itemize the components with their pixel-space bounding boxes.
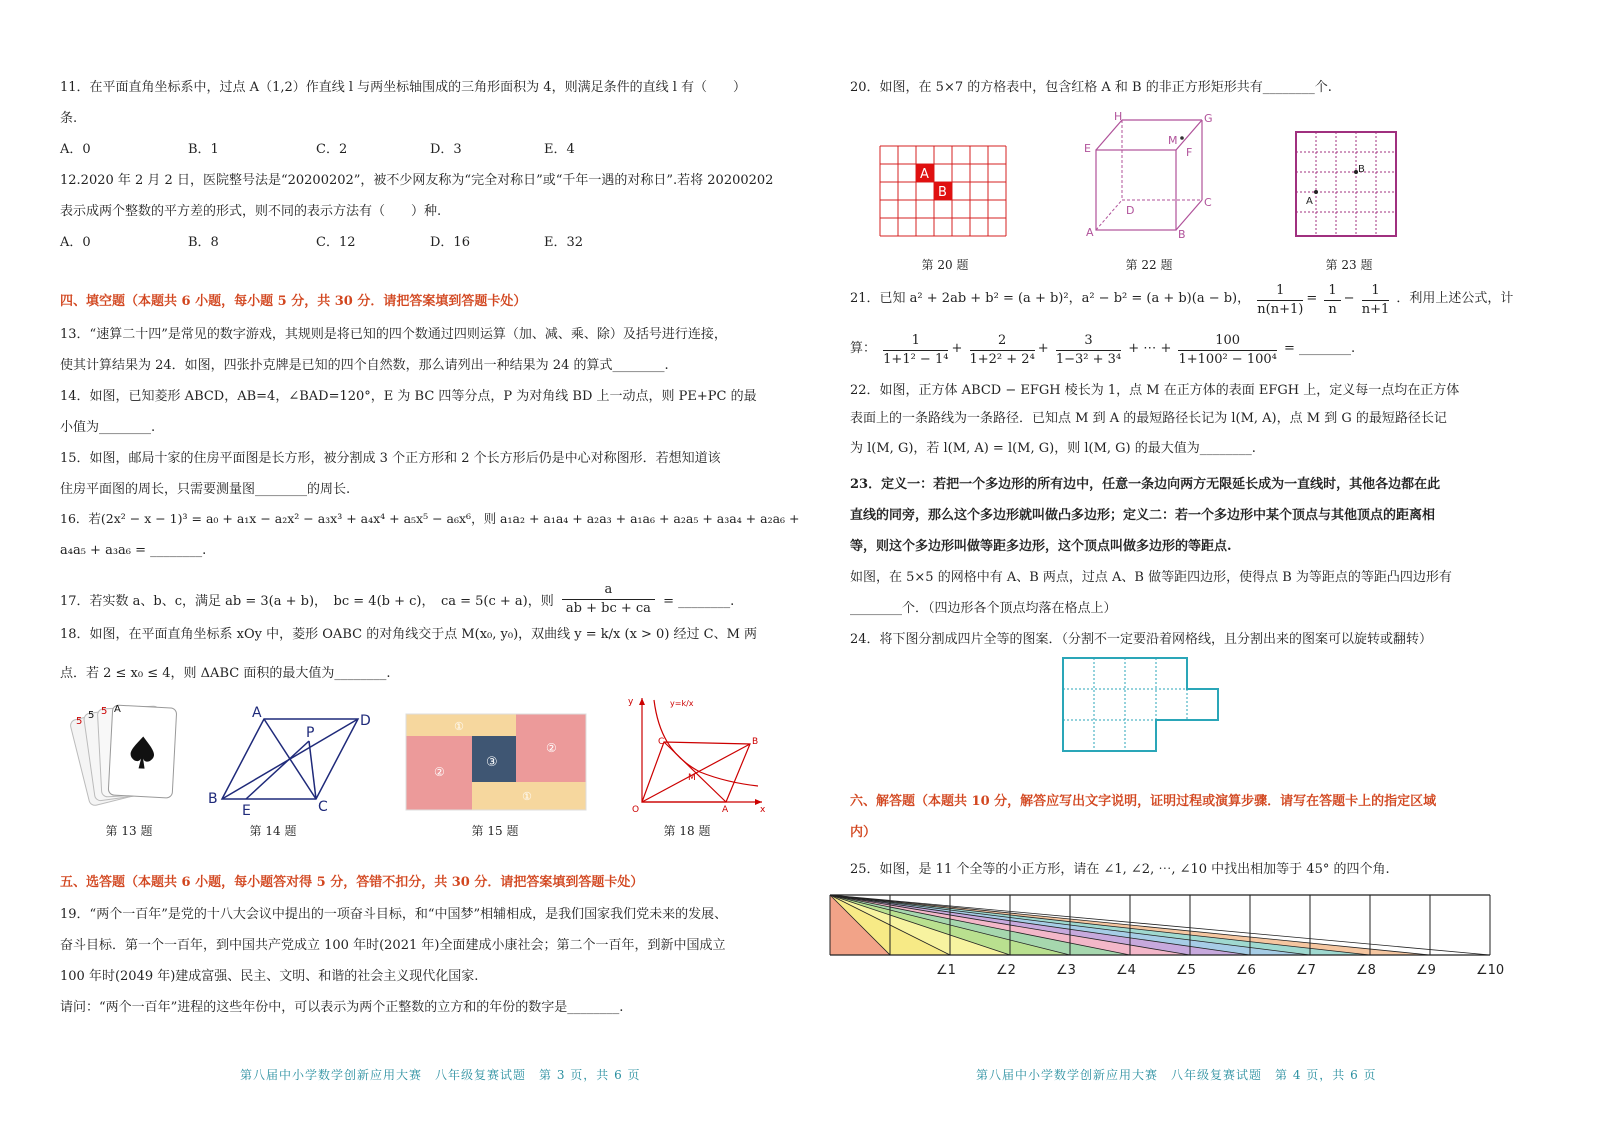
fig20-grid bbox=[880, 146, 1010, 238]
fig20-caption: 第 20 题 bbox=[921, 258, 969, 272]
fig20-label-a: A bbox=[920, 167, 929, 182]
q21-t4-den: 1+100² − 100⁴ bbox=[1178, 352, 1277, 367]
q11-option-d: D．3 bbox=[430, 142, 462, 157]
q11-option-a: A．0 bbox=[60, 142, 91, 157]
q21-tail: ．利用上述公式，计 bbox=[1396, 291, 1514, 306]
q21-eq: = ________. bbox=[1284, 341, 1356, 356]
fig14-label-b: B bbox=[208, 791, 218, 807]
fig24-shape bbox=[1062, 657, 1226, 757]
q17-frac-num: a bbox=[562, 581, 655, 600]
fig18-label-m: M bbox=[688, 773, 696, 783]
card-label-4: A bbox=[114, 704, 121, 715]
fig22-label-d: D bbox=[1126, 204, 1135, 217]
fig15-caption: 第 15 题 bbox=[471, 824, 519, 838]
angle-label-10: ∠10 bbox=[1476, 963, 1505, 978]
fig15-label-2b: ② bbox=[434, 765, 445, 779]
fig13-cards bbox=[72, 700, 184, 810]
fig14-label-e: E bbox=[242, 803, 251, 819]
fig18-caption: 第 18 题 bbox=[663, 824, 711, 838]
q22-line1: 22．如图，正方体 ABCD − EFGH 棱长为 1，点 M 在正方体的表面 EFGH 上，定义每一点均在正方体 bbox=[850, 383, 1460, 398]
fig18-label-a: A bbox=[722, 805, 729, 815]
left-page bbox=[60, 0, 800, 1130]
q11-line1: 11．在平面直角坐标系中，过点 A（1,2）作直线 l 与两坐标轴围成的三角形面积为 4，则满足条件的直线 l 有（ ） bbox=[60, 80, 746, 95]
fig15-label-2a: ② bbox=[546, 741, 557, 755]
q21-dots: + ⋯ + bbox=[1128, 341, 1172, 356]
angle-label-6: ∠6 bbox=[1236, 963, 1256, 978]
fig14-label-a: A bbox=[252, 705, 262, 721]
q13-line1: 13．“速算二十四”是常见的数字游戏，其规则是将已知的四个数通过四则运算（加、减、乘、除）及括号进行连接， bbox=[60, 327, 727, 342]
fig15-label-3: ③ bbox=[486, 755, 498, 770]
q21-f3-num: 1 bbox=[1362, 282, 1390, 301]
q19-line2: 奋斗目标．第一个一百年，到中国共产党成立 100 年时(2021 年)全面建成小康社会；第二个一百年，到新中国成立 bbox=[60, 938, 726, 953]
q15-line2: 住房平面图的周长，只需要测量图________的周长. bbox=[60, 482, 351, 497]
q21-f1-den: n(n+1) bbox=[1257, 302, 1304, 317]
q19-line1: 19．“两个一百年”是党的十八大会议中提出的一项奋斗目标，和“中国梦”相辅相成，是我们国家我们党未来的发展、 bbox=[60, 907, 728, 922]
fig22-cube bbox=[1082, 110, 1222, 244]
q18-line1: 18．如图，在平面直角坐标系 xOy 中，菱形 OABC 的对角线交于点 M(x₀, y₀)，双曲线 y = k/x (x > 0) 经过 C、M 两 bbox=[60, 627, 758, 642]
q21-t2-den: 1+2² + 2⁴ bbox=[969, 352, 1035, 367]
q14-line2: 小值为________. bbox=[60, 420, 156, 435]
q12-option-b: B．8 bbox=[188, 235, 219, 250]
fig18-label-x: x bbox=[760, 805, 766, 815]
section-5-heading: 五、选答题（本题共 6 小题，每小题答对得 5 分，答错不扣分，共 30 分．请把答案填到答题卡处） bbox=[60, 875, 644, 890]
q15-line1: 15．如图，邮局十家的住房平面图是长方形，被分割成 3 个正方形和 2 个长方形后仍是中心对称图形．若想知道该 bbox=[60, 451, 721, 466]
q21-line2: 算： $\frac{1}{\text{1+1² − 1⁴}}$ + $\frac{2}{\text{1+2² + 2⁴}}$ + $\frac{3}{\text{1−3² + 3⁴}}$ + ⋯ + $\frac{100}{\text{1+100² − 100⁴}}$ = ________. bbox=[850, 333, 1356, 367]
q18-line2: 点．若 2 ≤ x₀ ≤ 4，则 ΔABC 面积的最大值为________. bbox=[60, 666, 391, 681]
fig18-label-c: C bbox=[658, 737, 665, 747]
fig22-label-f: F bbox=[1186, 146, 1193, 159]
q21-t3-den: 1−3² + 3⁴ bbox=[1055, 352, 1122, 367]
q19-line3: 100 年时(2049 年)建成富强、民主、文明、和谐的社会主义现代化国家. bbox=[60, 969, 479, 984]
angle-label-3: ∠3 bbox=[1056, 963, 1076, 978]
q14-line1: 14．如图，已知菱形 ABCD，AB=4，∠BAD=120°，E 为 BC 四等分点，P 为对角线 BD 上一动点，则 PE+PC 的最 bbox=[60, 389, 757, 404]
fig18-label-curve: y=k/x bbox=[670, 699, 694, 708]
fig22-label-b: B bbox=[1178, 228, 1186, 241]
q21-suan: 算： bbox=[850, 341, 877, 356]
card-label-3: 5 bbox=[101, 706, 108, 717]
fig25-squares bbox=[828, 892, 1505, 984]
q21-t4-num: 100 bbox=[1178, 332, 1276, 351]
angle-label-8: ∠8 bbox=[1356, 963, 1376, 978]
right-page bbox=[850, 0, 1570, 1130]
fig22-label-h: H bbox=[1114, 110, 1123, 123]
fig22-label-e: E bbox=[1084, 142, 1091, 155]
angle-label-7: ∠7 bbox=[1296, 963, 1316, 978]
q21-f3-den: n+1 bbox=[1361, 302, 1390, 317]
q21-t2-num: 2 bbox=[970, 332, 1035, 351]
q11-option-e: E．4 bbox=[544, 142, 575, 157]
q11-options bbox=[60, 141, 672, 159]
section-6-heading-line1: 六、解答题（本题共 10 分，解答应写出文字说明，证明过程或演算步骤．请写在答题卡上的指定区域 bbox=[850, 794, 1437, 809]
q17 bbox=[60, 583, 734, 620]
q11-option-c: C．2 bbox=[316, 142, 348, 157]
q20-text: 20．如图，在 5×7 的方格表中，包含红格 A 和 B 的非正方形矩形共有________个. bbox=[850, 80, 1332, 95]
q23-line4: 如图，在 5×5 的网格中有 A、B 两点，过点 A、B 做等距四边形，使得点 B 为等距点的等距凸四边形有 bbox=[850, 570, 1452, 585]
fig14-label-p: P bbox=[306, 725, 315, 741]
fig22-label-m: M bbox=[1168, 134, 1178, 147]
fig22-caption: 第 22 题 bbox=[1125, 258, 1173, 272]
q19-line4: 请问：“两个一百年”进程的这些年份中，可以表示为两个正整数的立方和的年份的数字是________. bbox=[60, 1000, 624, 1015]
card-label-2: 5 bbox=[88, 710, 95, 721]
q13-line2: 使其计算结果为 24．如图，四张扑克牌是已知的四个自然数，那么请列出一种结果为 24 的算式________. bbox=[60, 358, 669, 373]
fig18-hyperbola bbox=[620, 692, 770, 814]
q21-f2-den: n bbox=[1328, 302, 1337, 317]
q17-tail: = ________. bbox=[663, 594, 735, 609]
q11-option-b: B．1 bbox=[188, 142, 219, 157]
q12-option-c: C．12 bbox=[316, 235, 356, 250]
fig20-label-b: B bbox=[938, 185, 947, 200]
q12-line2: 表示成两个整数的平方差的形式，则不同的表示方法有（ ）种. bbox=[60, 204, 442, 219]
q21-t1-den: 1+1² − 1⁴ bbox=[883, 352, 949, 367]
fig22-label-a: A bbox=[1086, 226, 1094, 239]
q21-f1-num: 1 bbox=[1257, 282, 1303, 301]
q16-line1: 16．若(2x² − x − 1)³ = a₀ + a₁x − a₂x² − a₃x³ + a₄x⁴ + a₅x⁵ − a₆x⁶，则 a₁a₂ + a₁a₄ + a₂a₃ + a₁a₆ + a₂a₅ + a₃a₄ + a₂a₆ + bbox=[60, 511, 800, 526]
q16-line2: a₄a₅ + a₃a₆ = ________. bbox=[60, 543, 207, 558]
fig14-caption: 第 14 题 bbox=[249, 824, 297, 838]
fig15-label-1a: ① bbox=[454, 720, 464, 733]
q12-option-d: D．16 bbox=[430, 235, 470, 250]
q11-line2: 条. bbox=[60, 111, 78, 126]
q17-frac-den: ab + bc + ca bbox=[565, 601, 651, 616]
fig22-label-g: G bbox=[1204, 112, 1213, 125]
fig14-label-c: C bbox=[318, 799, 328, 815]
q25-text: 25．如图，是 11 个全等的小正方形，请在 ∠1, ∠2, ⋯, ∠10 中找出相加等于 45° 的四个角. bbox=[850, 862, 1390, 877]
q21-f2-num: 1 bbox=[1324, 282, 1340, 301]
fig14-label-d: D bbox=[360, 713, 371, 729]
q22-line3: 为 l(M, G)，若 l(M, A) = l(M, G)，则 l(M, G) 的最大值为________. bbox=[850, 441, 1256, 456]
angle-label-9: ∠9 bbox=[1416, 963, 1436, 978]
angle-label-2: ∠2 bbox=[996, 963, 1016, 978]
fig23-label-a: A bbox=[1306, 196, 1313, 207]
fig13-caption: 第 13 题 bbox=[105, 824, 153, 838]
q21-line1: 21．已知 a² + 2ab + b² = (a + b)²，a² − b² = (a + b)(a − b)， $\frac{1}{n(n+1)}$ = $\frac{1}{n}$ − $\frac{1}{n+1}$ ．利用上述公式，计 bbox=[850, 283, 1514, 317]
q21-text: 21．已知 a² + 2ab + b² = (a + b)²，a² − b² = (a + b)(a − b)， bbox=[850, 291, 1251, 306]
angle-label-5: ∠5 bbox=[1176, 963, 1196, 978]
angle-label-4: ∠4 bbox=[1116, 963, 1136, 978]
q21-t1-num: 1 bbox=[883, 332, 948, 351]
fig22-label-c: C bbox=[1204, 196, 1212, 209]
q12-option-a: A．0 bbox=[60, 235, 91, 250]
right-footer: 第八届中小学数学创新应用大赛 八年级复赛试题 第 4 页，共 6 页 bbox=[976, 1068, 1377, 1082]
fig23-caption: 第 23 题 bbox=[1325, 258, 1373, 272]
fig18-label-o: O bbox=[632, 805, 640, 815]
q12-option-e: E．32 bbox=[544, 235, 584, 250]
left-footer: 第八届中小学数学创新应用大赛 八年级复赛试题 第 3 页，共 6 页 bbox=[240, 1068, 641, 1082]
q24-text: 24．将下图分割成四片全等的图案．（分割不一定要沿着网格线，且分割出来的图案可以旋转或翻转） bbox=[850, 632, 1433, 647]
q23-line2: 直线的同旁，那么这个多边形就叫做凸多边形；定义二：若一个多边形中某个顶点与其他顶点的距离相 bbox=[850, 508, 1436, 523]
q21-t3-num: 3 bbox=[1056, 332, 1121, 351]
q17-text: 17．若实数 a、b、c，满足 ab = 3(a + b)， bc = 4(b + c)， ca = 5(c + a)，则 bbox=[60, 594, 554, 609]
card-label-1: 5 bbox=[76, 716, 83, 727]
section-6-heading-line2: 内） bbox=[850, 825, 877, 840]
fig14-rhombus bbox=[206, 703, 386, 818]
q12-line1: 12.2020 年 2 月 2 日，医院整号法是“20200202”，被不少网友称为“完全对称日”或“千年一遇的对称日”.若将 20200202 bbox=[60, 173, 774, 188]
fig18-label-y: y bbox=[628, 697, 634, 707]
fig15-label-1b: ① bbox=[522, 790, 532, 803]
fig18-label-b: B bbox=[752, 737, 759, 747]
q12-options bbox=[60, 234, 672, 252]
q22-line2: 表面上的一条路线为一条路径．已知点 M 到 A 的最短路径长记为 l(M, A)，点 M 到 G 的最短路径长记 bbox=[850, 411, 1447, 426]
angle-label-1: ∠1 bbox=[936, 963, 956, 978]
q23-line5: ________个．（四边形各个顶点均落在格点上） bbox=[850, 601, 1117, 616]
fig23-grid bbox=[1294, 130, 1404, 240]
q23-line3: 等，则这个多边形叫做等距多边形，这个顶点叫做多边形的等距点. bbox=[850, 539, 1232, 554]
q23-line1: 23．定义一：若把一个多边形的所有边中，任意一条边向两方无限延长成为一直线时，其他各边都在此 bbox=[850, 477, 1441, 492]
fig23-label-b: B bbox=[1358, 164, 1365, 175]
section-4-heading: 四、填空题（本题共 6 小题，每小题 5 分，共 30 分．请把答案填到答题卡处） bbox=[60, 294, 527, 309]
fig15-floorplan bbox=[406, 714, 588, 810]
